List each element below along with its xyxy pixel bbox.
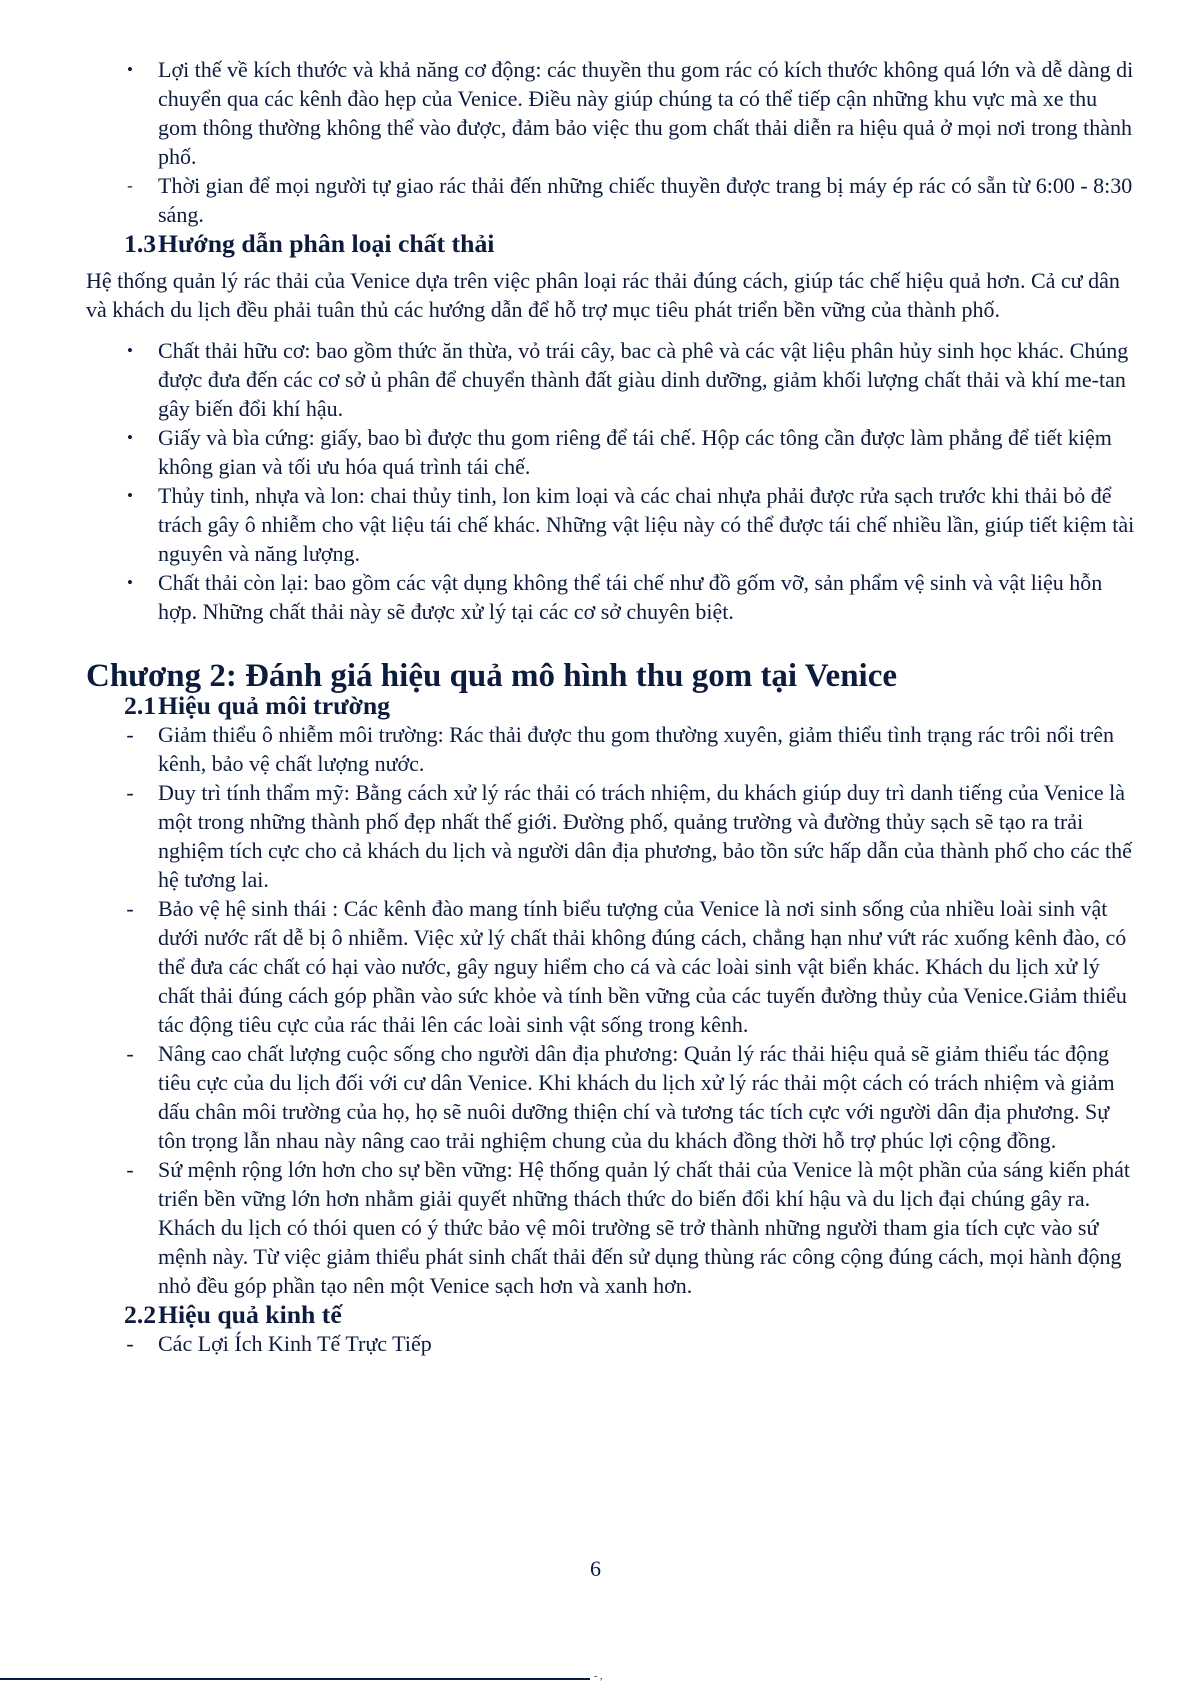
list-item: [86, 1039, 1136, 1155]
list-item: [86, 894, 1136, 1039]
section-number: 2.1: [124, 691, 157, 720]
section-heading-2-1: [86, 691, 1136, 720]
section-number: 1.3: [124, 229, 157, 258]
spacer: [86, 258, 1136, 266]
section-title: Hướng dẫn phân loại chất thải: [158, 229, 495, 258]
dash-marker: -: [126, 722, 134, 747]
list-item-text: Thời gian để mọi người tự giao rác thải đến những chiếc thuyền được trang bị máy ép rác có sẵn từ 6:00 - 8:30 sáng.: [158, 173, 1133, 227]
section-heading-1-3: [86, 229, 1136, 258]
footer-rule: [0, 1678, 590, 1680]
page-content: [86, 55, 1136, 1358]
list-item: [86, 1155, 1136, 1300]
list-item: [86, 778, 1136, 894]
list-item-text: Bảo vệ hệ sinh thái : Các kênh đào mang tính biểu tượng của Venice là nơi sinh sống của nhiều loài sinh vật dưới nước rất dễ bị ô nhiễm. Việc xử lý chất thải không đúng cách, chẳng hạn như vứt rác xuống kênh đào, có thể đưa các chất có hại vào nước, gây nguy hiểm cho cá và các loài sinh vật biển khác. Khách du lịch xử lý chất thải đúng cách góp phần vào sức khỏe và tính bền vững của các tuyến đường thủy của Venice.Giảm thiểu tác động tiêu cực của rác thải lên các loài sinh vật sống trong kênh.: [158, 896, 1127, 1037]
list-item: [86, 423, 1136, 481]
list-item: [86, 55, 1136, 171]
list-item: [86, 481, 1136, 568]
dash-marker: -: [126, 896, 134, 921]
list-item-text: Nâng cao chất lượng cuộc sống cho người dân địa phương: Quản lý rác thải hiệu quả sẽ giảm thiểu tác động tiêu cực của du lịch đối với cư dân Venice. Khi khách du lịch xử lý rác thải một cách có trách nhiệm và giảm dấu chân môi trường của họ, họ sẽ nuôi dưỡng thiện chí và tương tác tích cực với người dân địa phương. Sự tôn trọng lẫn nhau này nâng cao trải nghiệm chung của du khách đồng thời hỗ trợ phúc lợi cộng đồng.: [158, 1041, 1115, 1153]
section-title: Hiệu quả kinh tế: [158, 1300, 342, 1329]
bullet-marker: •: [127, 428, 133, 447]
list-item-text: Lợi thế về kích thước và khả năng cơ động: các thuyền thu gom rác có kích thước không quá lớn và dễ dàng di chuyển qua các kênh đào hẹp của Venice. Điều này giúp chúng ta có thể tiếp cận những khu vực mà xe thu gom thông thường không thể vào được, đảm bảo việc thu gom chất thải diễn ra hiệu quả ở mọi nơi trong thành phố.: [158, 57, 1134, 169]
list-item: [86, 568, 1136, 626]
list-item-text: Sứ mệnh rộng lớn hơn cho sự bền vững: Hệ thống quản lý chất thải của Venice là một phần của sáng kiến phát triển bền vững lớn hơn nhằm giải quyết những thách thức do biến đổi khí hậu và du lịch đại chúng gây ra. Khách du lịch có thói quen có ý thức bảo vệ môi trường sẽ trở thành những người tham gia tích cực vào sứ mệnh này. Từ việc giảm thiểu phát sinh chất thải đến sử dụng thùng rác công cộng đúng cách, mọi hành động nhỏ đều góp phần tạo nên một Venice sạch hơn và xanh hơn.: [158, 1157, 1131, 1298]
dash-marker: -: [126, 1041, 134, 1066]
environmental-effects-list: [86, 720, 1136, 1300]
spacer: [86, 626, 1136, 662]
page-number: 6: [590, 1556, 601, 1581]
list-item: [86, 720, 1136, 778]
bullet-marker: •: [127, 486, 133, 505]
chapter-heading: Chương 2: Đánh giá hiệu quả mô hình thu gom tại Venice: [86, 658, 898, 694]
list-item-text: Chất thải hữu cơ: bao gồm thức ăn thừa, vỏ trái cây, bac cà phê và các vật liệu phân hủy sinh học khác. Chúng được đưa đến các cơ sở ủ phân để chuyển thành đất giàu dinh dưỡng, giảm khối lượng chất thải và khí me-tan gây biến đổi khí hậu.: [158, 338, 1129, 421]
section-heading-2-2: [86, 1300, 1136, 1329]
section1-continuation-list: [86, 55, 1136, 229]
list-item: [86, 171, 1136, 229]
dash-marker: -: [126, 1331, 134, 1356]
section-intro-paragraph: Hệ thống quản lý rác thải của Venice dựa trên việc phân loại rác thải đúng cách, giúp tác chế hiệu quả hơn. Cả cư dân và khách du lịch đều phải tuân thủ các hướng dẫn để hỗ trợ mục tiêu phát triển bền vững của thành phố.: [86, 268, 1120, 322]
list-item-text: Duy trì tính thẩm mỹ: Bằng cách xử lý rác thải có trách nhiệm, du khách giúp duy trì danh tiếng của Venice là một trong những thành phố đẹp nhất thế giới. Đường phố, quảng trường và đường thủy sạch sẽ tạo ra trải nghiệm tích cực cho cả khách du lịch và người dân địa phương, bảo tồn sức hấp dẫn của thành phố cho các thế hệ tương lai.: [158, 780, 1132, 892]
list-item-text: Chất thải còn lại: bao gồm các vật dụng không thể tái chế như đồ gốm vỡ, sản phẩm vệ sinh và vật liệu hỗn hợp. Những chất thải này sẽ được xử lý tại các cơ sở chuyên biệt.: [158, 570, 1103, 624]
list-item: [86, 1329, 1136, 1358]
spacer: [86, 324, 1136, 336]
list-item-text: Giấy và bìa cứng: giấy, bao bì được thu gom riêng để tái chế. Hộp các tông cần được làm phẳng để tiết kiệm không gian và tối ưu hóa quá trình tái chế.: [158, 425, 1112, 479]
bullet-marker: •: [127, 60, 133, 79]
waste-classification-list: [86, 336, 1136, 626]
list-item: [86, 336, 1136, 423]
list-item-text: Giảm thiểu ô nhiễm môi trường: Rác thải được thu gom thường xuyên, giảm thiểu tình trạng rác trôi nổi trên kênh, bảo vệ chất lượng nước.: [158, 722, 1114, 776]
dash-marker: -: [126, 1157, 134, 1182]
economic-effects-list: [86, 1329, 1136, 1358]
footer-mark: - ,: [594, 1671, 603, 1682]
list-item-text: Các Lợi Ích Kinh Tế Trực Tiếp: [158, 1331, 432, 1356]
dash-marker: -: [126, 780, 134, 805]
bullet-marker: •: [127, 573, 133, 592]
list-item-text: Thủy tinh, nhựa và lon: chai thủy tinh, lon kim loại và các chai nhựa phải được rửa sạch trước khi thải bỏ để trách gây ô nhiễm cho vật liệu tái chế khác. Những vật liệu này có thể được tái chế nhiều lần, giúp tiết kiệm tài nguyên và năng lượng.: [158, 483, 1135, 566]
bullet-marker: •: [127, 341, 133, 360]
section-number: 2.2: [124, 1300, 157, 1329]
dash-marker: -: [127, 176, 133, 195]
section-title: Hiệu quả môi trường: [158, 691, 391, 720]
